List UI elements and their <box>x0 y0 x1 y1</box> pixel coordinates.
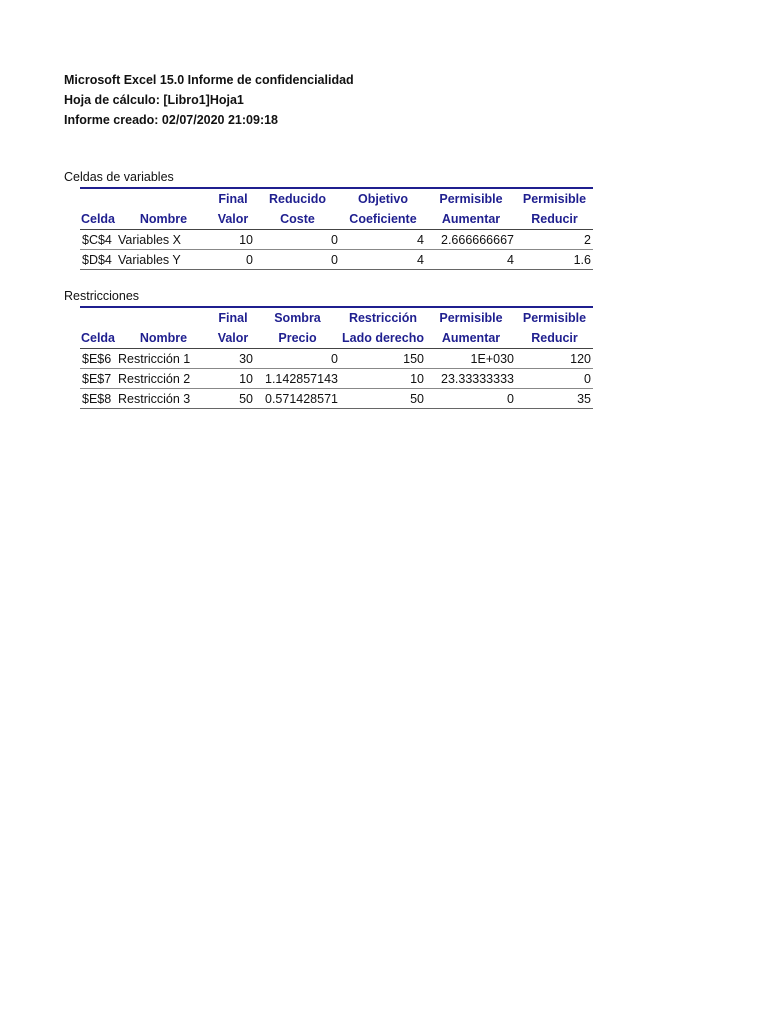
created-line: Informe creado: 02/07/2020 21:09:18 <box>64 113 279 127</box>
constraints-section-title: Restricciones <box>64 289 140 303</box>
column-header: Objetivo <box>340 188 426 209</box>
column-header: Precio <box>255 328 340 349</box>
table-row <box>80 230 593 250</box>
report-title: Microsoft Excel 15.0 Informe de confidencialidad <box>64 73 354 87</box>
column-header: Nombre <box>116 209 211 230</box>
shadow-price: 0.571428571 <box>255 389 340 409</box>
reduced-cost: 0 <box>255 230 340 250</box>
column-header <box>80 188 116 209</box>
final-value: 10 <box>211 230 255 250</box>
variables-header-row-top <box>80 188 593 209</box>
allowable-increase: 4 <box>426 250 516 270</box>
cell-reference: $D$4 <box>80 250 116 270</box>
allowable-increase: 1E+030 <box>426 349 516 369</box>
column-header: Reducir <box>516 328 593 349</box>
allowable-decrease: 2 <box>516 230 593 250</box>
table-row <box>80 369 593 389</box>
table-row <box>80 349 593 369</box>
constraints-header-row-top <box>80 307 593 328</box>
allowable-decrease: 0 <box>516 369 593 389</box>
constraint-rhs: 10 <box>340 369 426 389</box>
column-header <box>80 307 116 328</box>
variables-section-title: Celdas de variables <box>64 170 174 184</box>
objective-coefficient: 4 <box>340 230 426 250</box>
allowable-increase: 0 <box>426 389 516 409</box>
cell-reference: $E$8 <box>80 389 116 409</box>
column-header: Final <box>211 307 255 328</box>
cell-reference: $E$7 <box>80 369 116 389</box>
column-header: Final <box>211 188 255 209</box>
final-value: 10 <box>211 369 255 389</box>
column-header: Valor <box>211 328 255 349</box>
column-header: Nombre <box>116 328 211 349</box>
column-header: Permisible <box>426 188 516 209</box>
column-header: Celda <box>80 328 116 349</box>
constraint-rhs: 50 <box>340 389 426 409</box>
report-header <box>64 70 354 130</box>
column-header <box>116 307 211 328</box>
column-header: Valor <box>211 209 255 230</box>
column-header <box>116 188 211 209</box>
worksheet-line: Hoja de cálculo: [Libro1]Hoja1 <box>64 93 244 107</box>
column-header: Restricción <box>340 307 426 328</box>
objective-coefficient: 4 <box>340 250 426 270</box>
cell-name: Restricción 2 <box>116 369 211 389</box>
final-value: 0 <box>211 250 255 270</box>
variables-table <box>80 187 593 270</box>
allowable-decrease: 35 <box>516 389 593 409</box>
allowable-increase: 2.666666667 <box>426 230 516 250</box>
cell-name: Restricción 3 <box>116 389 211 409</box>
column-header: Coeficiente <box>340 209 426 230</box>
table-row <box>80 389 593 409</box>
constraints-header-row-bottom <box>80 328 593 349</box>
cell-name: Restricción 1 <box>116 349 211 369</box>
table-row <box>80 250 593 270</box>
column-header: Reducido <box>255 188 340 209</box>
allowable-decrease: 1.6 <box>516 250 593 270</box>
column-header: Permisible <box>516 307 593 328</box>
column-header: Aumentar <box>426 209 516 230</box>
reduced-cost: 0 <box>255 250 340 270</box>
final-value: 50 <box>211 389 255 409</box>
final-value: 30 <box>211 349 255 369</box>
constraints-table <box>80 306 593 409</box>
cell-reference: $C$4 <box>80 230 116 250</box>
column-header: Permisible <box>516 188 593 209</box>
variables-header-row-bottom <box>80 209 593 230</box>
cell-name: Variables X <box>116 230 211 250</box>
shadow-price: 1.142857143 <box>255 369 340 389</box>
allowable-decrease: 120 <box>516 349 593 369</box>
cell-name: Variables Y <box>116 250 211 270</box>
column-header: Reducir <box>516 209 593 230</box>
constraint-rhs: 150 <box>340 349 426 369</box>
column-header: Coste <box>255 209 340 230</box>
allowable-increase: 23.33333333 <box>426 369 516 389</box>
column-header: Permisible <box>426 307 516 328</box>
cell-reference: $E$6 <box>80 349 116 369</box>
column-header: Lado derecho <box>340 328 426 349</box>
column-header: Sombra <box>255 307 340 328</box>
shadow-price: 0 <box>255 349 340 369</box>
column-header: Aumentar <box>426 328 516 349</box>
column-header: Celda <box>80 209 116 230</box>
